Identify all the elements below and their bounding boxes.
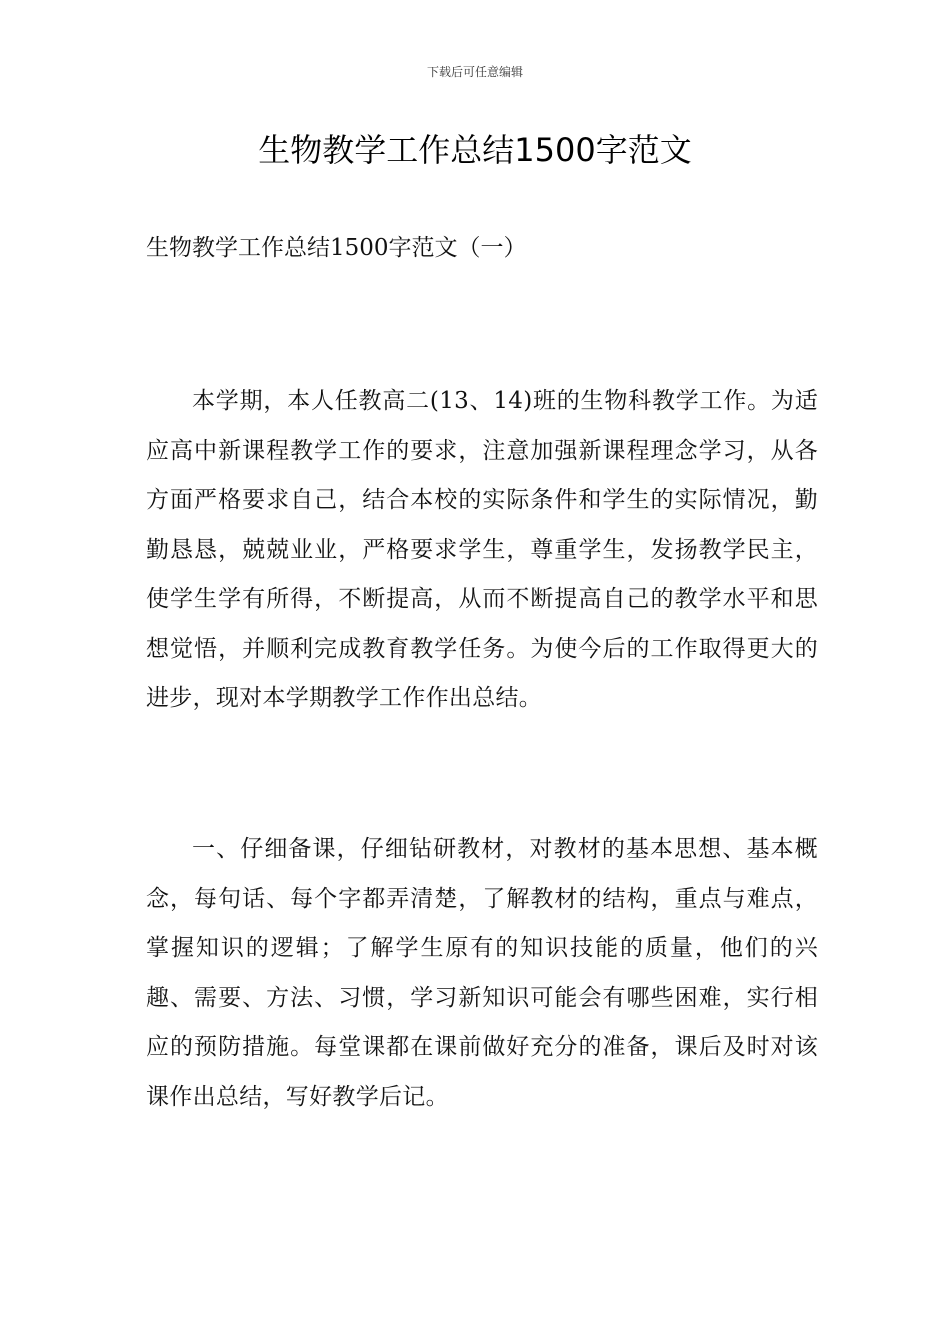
body-paragraph-1: 本学期，本人任教高二(13、14)班的生物科教学工作。为适应高中新课程教学工作的要求，注意加强新课程理念学习，从各方面严格要求自己，结合本校的实际条件和学生的实际情况，勤勤恳恳，兢兢业业，严格要求学生，尊重学生，发扬教学民主，使学生学有所得，不断提高，从而不断提高自己的教学水平和思想觉悟，并顺利完成教育教学任务。为使今后的工作取得更大的进步，现对本学期教学工作作出总结。 [146, 388, 818, 711]
page-header-note: 下载后可任意编辑 [426, 65, 523, 79]
document-title: 生物教学工作总结1500字范文 [258, 131, 692, 169]
document-subtitle: 生物教学工作总结1500字范文（一） [146, 235, 527, 261]
body-paragraph-2: 一、仔细备课，仔细钻研教材，对教材的基本思想、基本概念，每句话、每个字都弄清楚，了解教材的结构，重点与难点，掌握知识的逻辑；了解学生原有的知识技能的质量，他们的兴趣、需要、方法、习惯，学习新知识可能会有哪些困难，实行相应的预防措施。每堂课都在课前做好充分的准备，课后及时对该课作出总结，写好教学后记。 [146, 836, 818, 1110]
